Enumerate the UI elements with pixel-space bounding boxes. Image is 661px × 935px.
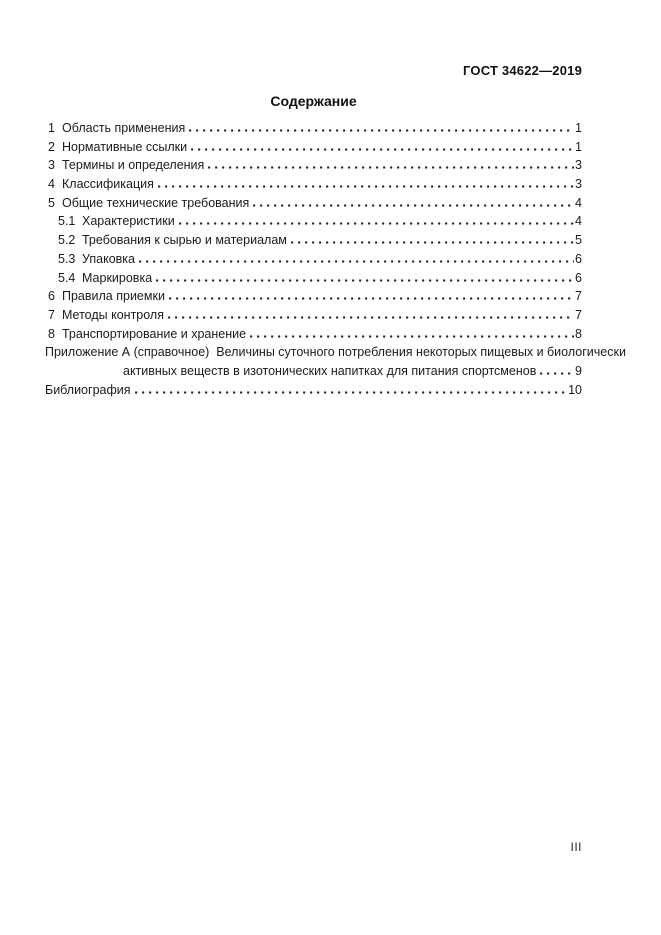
entry-number: 6 (48, 289, 55, 304)
entry-page-number: 8 (575, 326, 582, 341)
toc-entry-row (45, 306, 582, 325)
entry-label: Библиография (45, 382, 131, 397)
entry-number: 7 (48, 307, 55, 322)
dot-leader (191, 140, 574, 151)
entry-number: 5.4 (58, 270, 76, 285)
toc-entry-row (45, 287, 582, 306)
entry-label: Нормативные ссылки (62, 139, 188, 154)
entry-number: 3 (48, 158, 55, 173)
entry-label: Область применения (62, 121, 186, 135)
entry-page-number: 6 (575, 270, 582, 285)
entry-number: 1 (48, 121, 55, 135)
dot-leader (135, 383, 568, 394)
dot-leader (253, 196, 574, 207)
entry-page-number: 10 (568, 382, 582, 397)
entry-page-number: 1 (575, 121, 582, 135)
toc-entry-row (45, 175, 582, 194)
toc-subentry-row (45, 231, 582, 250)
entry-label: Транспортирование и хранение (62, 326, 247, 341)
entry-page-number: 3 (575, 177, 582, 192)
document-code-header: ГОСТ 34622—2019 (463, 63, 582, 78)
entry-page-number: 5 (575, 233, 582, 248)
entry-label: Требования к сырью и материалам (82, 233, 287, 248)
dot-leader (169, 289, 574, 300)
entry-page-number: 7 (575, 307, 582, 322)
toc-appendix-row-line1 (45, 343, 626, 362)
dot-leader (179, 214, 574, 225)
entry-number: 5.3 (58, 251, 76, 266)
entry-number: 5.2 (58, 233, 76, 248)
dot-leader (139, 252, 574, 263)
toc-title: Содержание (270, 93, 357, 109)
entry-label: Методы контроля (62, 307, 164, 322)
entry-label: Характеристики (82, 214, 175, 229)
entry-number: 4 (48, 177, 55, 192)
toc-entry-row (45, 156, 582, 175)
toc-appendix-row-line2 (45, 362, 582, 381)
page-number-footer: III (570, 840, 582, 854)
dot-leader (156, 271, 574, 282)
entry-page-number: 6 (575, 251, 582, 266)
toc-entry-row (45, 325, 582, 344)
dot-leader (189, 121, 574, 132)
entry-label: Упаковка (82, 251, 135, 266)
dot-leader (250, 327, 574, 338)
entry-page-number: 4 (575, 195, 582, 210)
entry-label: Термины и определения (62, 158, 205, 173)
entry-label: Приложение А (справочное) Величины суточного потребления некоторых пищевых и биологически (45, 345, 626, 360)
entry-number: 5 (48, 195, 55, 210)
toc-entry-row (45, 194, 582, 213)
toc-subentry-row (45, 269, 582, 288)
entry-number: 5.1 (58, 214, 76, 229)
entry-page-number: 3 (575, 158, 582, 173)
dot-leader (168, 308, 574, 319)
toc-subentry-row (45, 212, 582, 231)
entry-label-continuation: активных веществ в изотонических напитках для питания спортсменов (123, 363, 537, 378)
toc-entry-row (45, 381, 582, 400)
entry-number: 8 (48, 326, 55, 341)
toc-subentry-row (45, 250, 582, 269)
toc-entry-row (45, 138, 582, 157)
entry-page-number: 4 (575, 214, 582, 229)
entry-page-number: 1 (575, 139, 582, 154)
entry-label: Маркировка (82, 270, 153, 285)
entry-number: 2 (48, 139, 55, 154)
entry-label: Правила приемки (62, 289, 165, 304)
entry-label: Общие технические требования (62, 195, 250, 210)
dot-leader (291, 233, 574, 244)
entry-page-number: 9 (575, 363, 582, 378)
dot-leader (540, 364, 574, 375)
dot-leader (208, 158, 574, 169)
entry-label: Классификация (62, 177, 154, 192)
toc-entry-row (45, 119, 582, 138)
table-of-contents (45, 119, 626, 399)
dot-leader (158, 177, 574, 188)
entry-page-number: 7 (575, 289, 582, 304)
